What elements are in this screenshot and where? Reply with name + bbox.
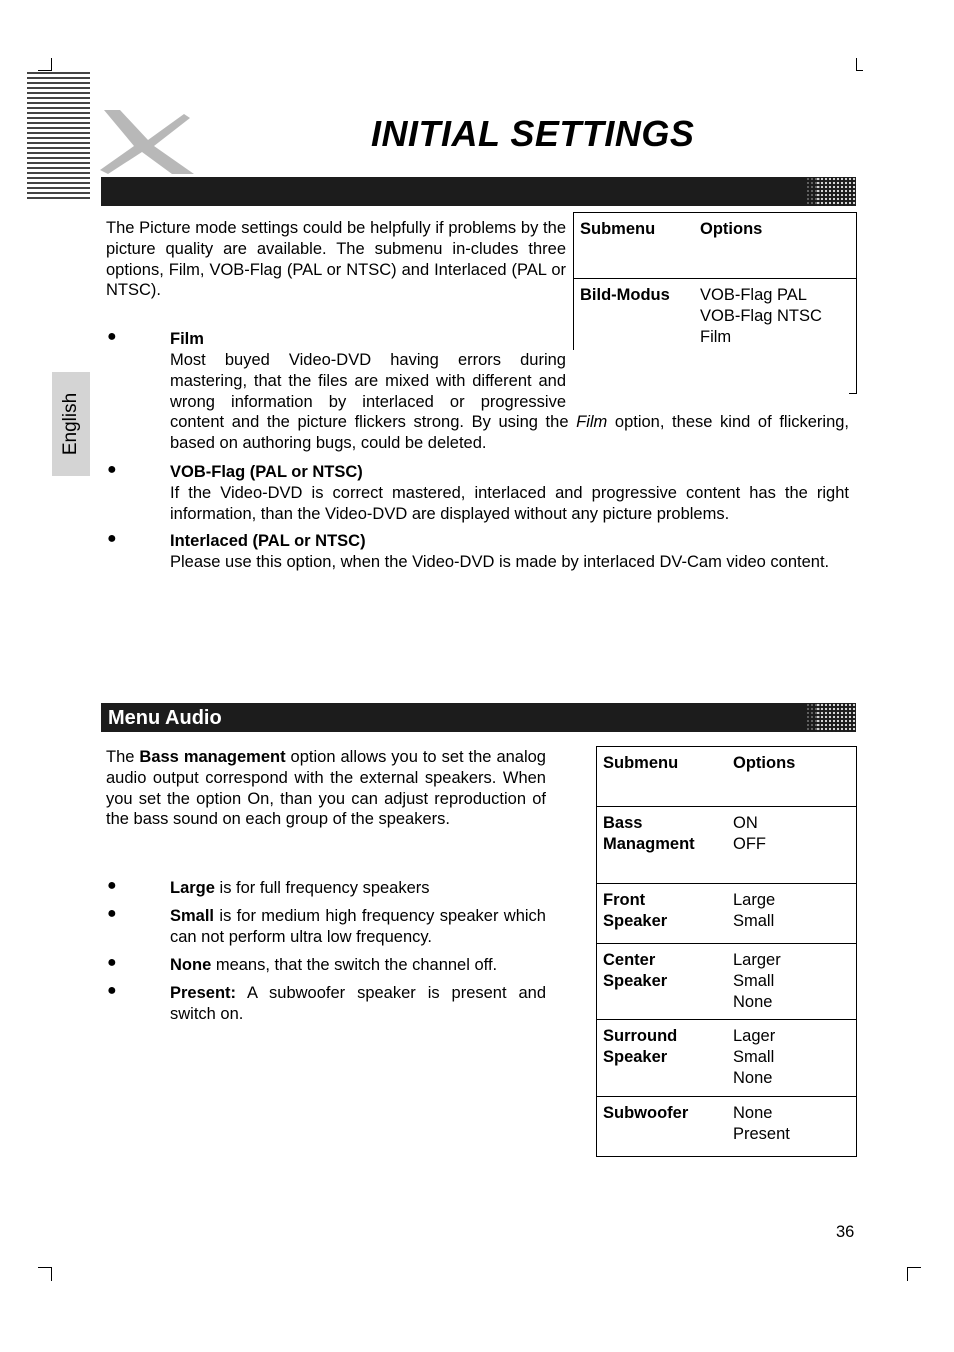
bullet-text: means, that the switch the channel off.	[211, 956, 498, 974]
crop-mark-top-right	[856, 70, 863, 71]
bullet-bold: Large	[170, 879, 215, 897]
table-row	[597, 1020, 857, 1097]
bullet-icon: ●	[107, 982, 117, 999]
option-item: Small	[733, 1047, 775, 1066]
bullet-title-interlaced: Interlaced (PAL or NTSC)	[170, 532, 366, 550]
option-item: VOB-Flag NTSC	[700, 306, 822, 325]
option-item: Lager	[733, 1027, 776, 1045]
label-line: Front	[603, 891, 646, 909]
label-line: Speaker	[603, 1047, 668, 1066]
table-row	[597, 944, 857, 1020]
table-head-submenu: Submenu	[574, 213, 695, 279]
table-row	[597, 1097, 857, 1157]
option-item: Present	[733, 1124, 790, 1143]
option-item: Small	[733, 971, 775, 990]
label-line: Center	[603, 951, 656, 969]
bullet-text: is for full frequency speakers	[214, 879, 430, 897]
language-tab-label: English	[60, 392, 81, 456]
label-line: Subwoofer	[603, 1104, 689, 1122]
crop-mark-bottom-left	[38, 1267, 52, 1268]
bullet-text-interlaced: Please use this option, when the Video-DVD is made by interlaced DV-Cam video content.	[170, 553, 830, 571]
label-line: Surround	[603, 1027, 678, 1045]
table-head-options: Options	[694, 213, 857, 279]
bullet-bold: None	[170, 956, 212, 974]
option-item: None	[733, 1104, 773, 1122]
label-line: Speaker	[603, 911, 668, 930]
table-row-options	[727, 1097, 857, 1157]
table-head-options: Options	[727, 747, 857, 807]
bullet-title-film: Film	[170, 330, 204, 348]
option-item: Film	[700, 327, 732, 346]
label-line: Speaker	[603, 971, 668, 990]
film-text-a: Most buyed Video-DVD having errors during mastering, that the files are mixed with different and wrong information by interlaced or progressive content and the picture flickers strong. By using the	[170, 351, 577, 432]
table-row	[597, 884, 857, 944]
crop-mark-bottom-right	[907, 1267, 908, 1281]
bar-dot-pattern	[816, 703, 856, 732]
table-row-label	[597, 1097, 728, 1157]
section-bar-picture	[101, 177, 856, 206]
film-text-em: Film	[576, 413, 608, 432]
option-item: None	[733, 992, 773, 1011]
table-row-options	[727, 807, 857, 884]
table-header-row	[597, 747, 857, 807]
table-row-label	[597, 807, 728, 884]
table-row-label: Bild-Modus	[574, 279, 695, 394]
label-line: Bass	[603, 814, 643, 832]
bullet-none	[170, 955, 546, 976]
table-head-submenu: Submenu	[597, 747, 728, 807]
crop-mark-top-left	[51, 58, 52, 71]
bullet-text: is for medium high frequency speaker which can not perform ultra low frequency.	[170, 907, 546, 946]
table-row-options	[727, 1020, 857, 1097]
bullet-icon: ●	[107, 530, 117, 547]
bullet-icon: ●	[107, 905, 117, 922]
audio-intro-bold: Bass management	[139, 748, 286, 766]
bullet-large	[170, 878, 546, 899]
bullet-text: A subwoofer speaker is present and switch on.	[170, 984, 546, 1023]
option-item: Larger	[733, 951, 781, 969]
page-number: 36	[836, 1223, 855, 1241]
bullet-icon: ●	[107, 954, 117, 971]
header-stripes	[27, 72, 90, 200]
bar-dot-pattern	[816, 177, 856, 206]
section-bar-audio	[101, 703, 856, 732]
table-wrap-spacer	[566, 350, 849, 392]
label-line: Managment	[603, 834, 695, 853]
bullet-icon: ●	[107, 877, 117, 894]
bullet-title-vob: VOB-Flag (PAL or NTSC)	[170, 463, 363, 481]
audio-intro-a: The	[106, 748, 140, 766]
option-item: ON	[733, 814, 758, 832]
language-tab	[52, 372, 90, 476]
picture-intro: The Picture mode settings could be helpfully if problems by the picture quality are available. The submenu in-cludes three options, Film, VOB-Flag (PAL or NTSC) and Interlaced (PAL or NTSC).	[106, 219, 566, 300]
table-row-options	[727, 944, 857, 1020]
crop-mark-bottom-right	[907, 1267, 921, 1268]
brand-logo-icon	[98, 108, 196, 176]
bullet-icon: ●	[107, 461, 117, 478]
option-item: OFF	[733, 834, 766, 853]
option-item: None	[733, 1068, 773, 1087]
table-row	[597, 807, 857, 884]
option-item: Large	[733, 891, 776, 909]
audio-intro	[106, 747, 546, 830]
option-item: VOB-Flag PAL	[700, 286, 807, 304]
audio-intro-c: option allows you to set the analog audio output correspond with the external speakers. When you set the option On, than you can adjust reproduction of the bass sound on each group of the speakers.	[106, 748, 546, 829]
bullet-small	[170, 906, 546, 948]
option-item: Small	[733, 911, 775, 930]
table-header-row	[574, 213, 857, 279]
crop-mark-bottom-left	[51, 1267, 52, 1281]
bullet-icon: ●	[107, 328, 117, 345]
table-row-options	[727, 884, 857, 944]
table-row-label	[597, 1020, 728, 1097]
audio-options-table	[596, 746, 857, 1157]
bullet-text-vob: If the Video-DVD is correct mastered, interlaced and progressive content has the right information, than the Video-DVD are displayed without any picture problems.	[170, 484, 849, 523]
table-row-label	[597, 944, 728, 1020]
page-title: INITIAL SETTINGS	[371, 113, 695, 154]
bullet-bold: Small	[170, 907, 215, 925]
table-row-label	[597, 884, 728, 944]
crop-mark-top-left	[38, 70, 52, 71]
bullet-bold: Present:	[170, 984, 237, 1002]
bullet-present	[170, 983, 546, 1025]
film-text-b: option, these kind of flickering, based on authoring bugs, could be deleted.	[170, 413, 850, 453]
section-title-audio: Menu Audio	[108, 707, 222, 729]
film-description	[170, 350, 849, 454]
